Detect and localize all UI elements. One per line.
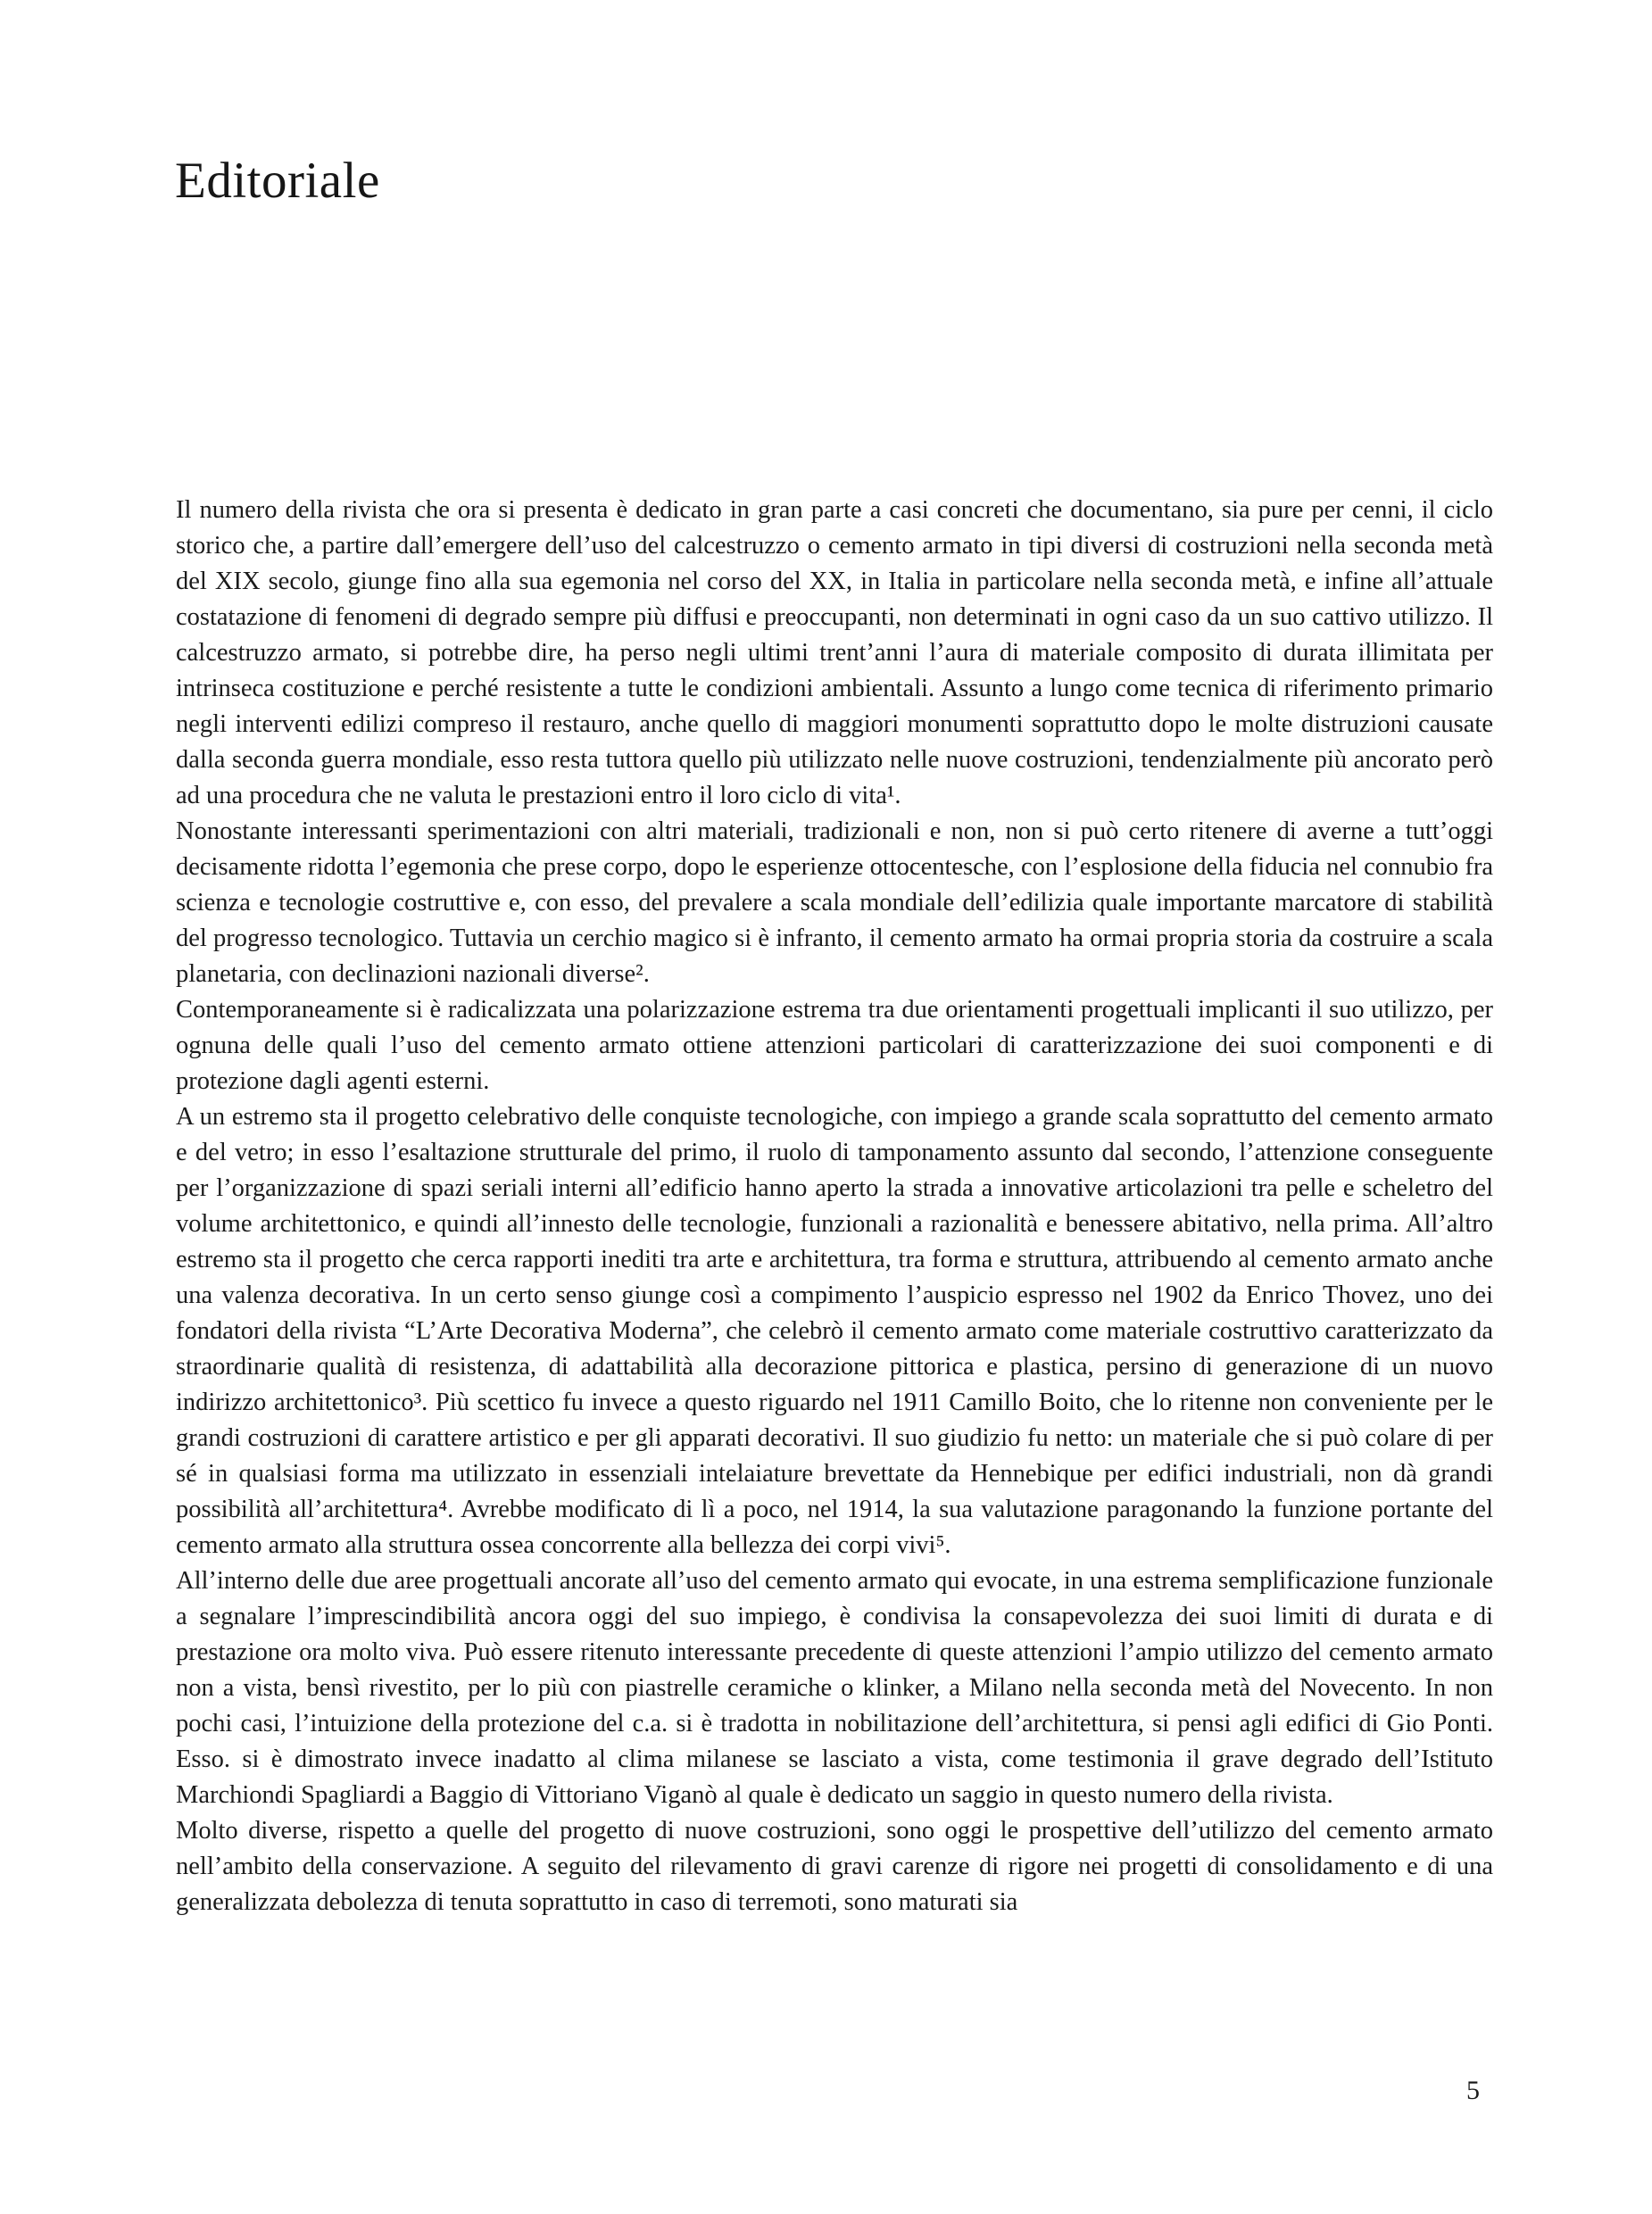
paragraph: Molto diverse, rispetto a quelle del progetto di nuove costruzioni, sono oggi le prospettive dell’utilizzo del cemento armato nell’ambito della conservazione. A seguito del rilevamento di gravi carenze di rigore nei progetti di consolidamento e di una generalizzata debolezza di tenuta soprattutto in caso di terremoti, sono maturati sia bbox=[176, 1817, 1493, 1916]
page-title: Editoriale bbox=[175, 153, 380, 209]
paragraph: All’interno delle due aree progettuali ancorate all’uso del cemento armato qui evocate, in una estrema semplificazione funzionale a segnalare l’imprescindibilità ancora oggi del suo impiego, è condivisa la consapevolezza dei suoi limiti di durata e di prestazione ora molto viva. Può essere ritenuto interessante precedente di queste attenzioni l’ampio utilizzo del cemento armato non a vista, bensì rivestito, per lo più con piastrelle ceramiche o klinker, a Milano nella seconda metà del Novecento. In non pochi casi, l’intuizione della protezione del c.a. si è tradotta in nobilitazione dell’architettura, si pensi agli edifici di Gio Ponti. Esso. si è dimostrato invece inadatto al clima milanese se lasciato a vista, come testimonia il grave degrado dell’Istituto Marchiondi Spagliardi a Baggio di Vittoriano Viganò al quale è dedicato un saggio in questo numero della rivista. bbox=[176, 1567, 1493, 1809]
editorial-body bbox=[176, 493, 1493, 1920]
paragraph: A un estremo sta il progetto celebrativo delle conquiste tecnologiche, con impiego a grande scala soprattutto del cemento armato e del vetro; in esso l’esaltazione strutturale del primo, il ruolo di tamponamento assunto dal secondo, l’attenzione conseguente per l’organizzazione di spazi seriali interni all’edificio hanno aperto la strada a innovative articolazioni tra pelle e scheletro del volume architettonico, e quindi all’innesto delle tecnologie, funzionali a razionalità e benessere abitativo, nella prima. All’altro estremo sta il progetto che cerca rapporti inediti tra arte e architettura, tra forma e struttura, attribuendo al cemento armato anche una valenza decorativa. In un certo senso giunge così a compimento l’auspicio espresso nel 1902 da Enrico Thovez, uno dei fondatori della rivista “L’Arte Decorativa Moderna”, che celebrò il cemento armato come materiale costruttivo caratterizzato da straordinarie qualità di resistenza, di adattabilità alla decorazione pittorica e plastica, persino di generazione di un nuovo indirizzo architettonico³. Più scettico fu invece a questo riguardo nel 1911 Camillo Boito, che lo ritenne non conveniente per le grandi costruzioni di carattere artistico e per gli apparati decorativi. Il suo giudizio fu netto: un materiale che si può colare di per sé in qualsiasi forma ma utilizzato in essenziali intelaiature brevettate da Hennebique per edifici industriali, non dà grandi possibilità all’architettura⁴. Avrebbe modificato di lì a poco, nel 1914, la sua valutazione paragonando la funzione portante del cemento armato alla struttura ossea concorrente alla bellezza dei corpi vivi⁵. bbox=[176, 1103, 1493, 1559]
paragraph: Contemporaneamente si è radicalizzata una polarizzazione estrema tra due orientamenti progettuali implicanti il suo utilizzo, per ognuna delle quali l’uso del cemento armato ottiene attenzioni particolari di caratterizzazione dei suoi componenti e di protezione dagli agenti esterni. bbox=[176, 996, 1493, 1095]
page-number: 5 bbox=[1466, 2076, 1480, 2105]
paragraph: Il numero della rivista che ora si presenta è dedicato in gran parte a casi concreti che documentano, sia pure per cenni, il ciclo storico che, a partire dall’emergere dell’uso del calcestruzzo o cemento armato in tipi diversi di costruzioni nella seconda metà del XIX secolo, giunge fino alla sua egemonia nel corso del XX, in Italia in particolare nella seconda metà, e infine all’attuale costatazione di fenomeni di degrado sempre più diffusi e preoccupanti, non determinati in ogni caso da un suo cattivo utilizzo. Il calcestruzzo armato, si potrebbe dire, ha perso negli ultimi trent’anni l’aura di materiale composito di durata illimitata per intrinseca costituzione e perché resistente a tutte le condizioni ambientali. Assunto a lungo come tecnica di riferimento primario negli interventi edilizi compreso il restauro, anche quello di maggiori monumenti soprattutto dopo le molte distruzioni causate dalla seconda guerra mondiale, esso resta tuttora quello più utilizzato nelle nuove costruzioni, tendenzialmente più ancorato però ad una procedura che ne valuta le prestazioni entro il loro ciclo di vita¹. bbox=[176, 496, 1493, 809]
paragraph: Nonostante interessanti sperimentazioni con altri materiali, tradizionali e non, non si può certo ritenere di averne a tutt’oggi decisamente ridotta l’egemonia che prese corpo, dopo le esperienze ottocentesche, con l’esplosione della fiducia nel connubio fra scienza e tecnologie costruttive e, con esso, del prevalere a scala mondiale dell’edilizia quale importante marcatore di stabilità del progresso tecnologico. Tuttavia un cerchio magico si è infranto, il cemento armato ha ormai propria storia da costruire a scala planetaria, con declinazioni nazionali diverse². bbox=[176, 817, 1493, 988]
